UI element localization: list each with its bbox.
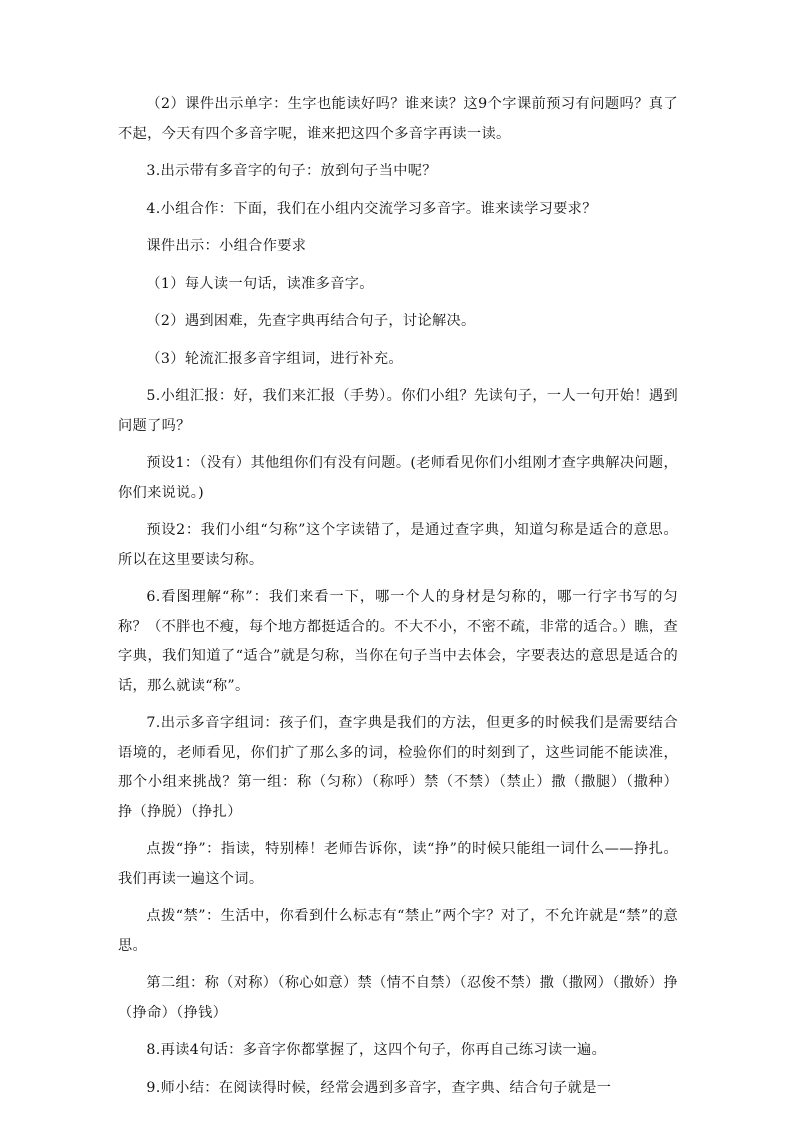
paragraph-courseware-single-chars: （2）课件出示单字：生字也能读好吗？谁来读？这9个字课前预习有问题吗？真了不起，今天有四个多音字呢，谁来把这四个多音字再读一读。 [118, 96, 678, 142]
paragraph-preset-1: 预设1：（没有）其他组你们有没有问题。(老师看见你们小组刚才查字典解决问题，你们来说说。) [118, 455, 678, 501]
paragraph-step-5: 5.小组汇报：好，我们来汇报（手势）。你们小组？先读句子，一人一句开始！遇到问题了吗？ [118, 388, 678, 434]
paragraph-requirement-1: （1）每人读一句话，读准多音字。 [146, 275, 374, 292]
paragraph-requirement-2: （2）遇到困难，先查字典再结合句子，讨论解决。 [146, 313, 476, 329]
paragraph-group-2: 第二组：称（对称）（称心如意）禁（情不自禁）（忍俊不禁）撒（撒网）（撒娇）挣（挣命）（挣钱） [118, 975, 678, 1021]
paragraph-requirement-3: （3）轮流汇报多音字组词，进行补充。 [146, 350, 403, 367]
paragraph-step-7: 7.出示多音字组词：孩子们，查字典是我们的方法，但更多的时候我们是需要结合语境的，老师看见，你们扩了那么多的词，检验你们的时刻到了，这些词能不能读准，那个小组来挑战？第一组：称（匀称）（称呼）禁（不禁）（禁止）撒（撒腿）（撒种）挣（挣脱）（挣扎） [118, 715, 678, 820]
paragraph-step-8: 8.再读4句话：多音字你都掌握了，这四个句子，你再自己练习读一遍。 [146, 1042, 607, 1058]
paragraph-step-4: 4.小组合作：下面，我们在小组内交流学习多音字。谁来读学习要求？ [146, 200, 597, 217]
paragraph-hint-zheng: 点拨“挣”：指读，特别棒！老师告诉你，读“挣”的时候只能组一词什么——挣扎。我们再读一遍这个词。 [118, 841, 678, 887]
paragraph-step-6: 6.看图理解“称”：我们来看一下，哪一个人的身材是匀称的，哪一行字书写的匀称？（不胖也不瘦，每个地方都挺适合的。不大不小，不密不疏，非常的适合。）瞧，查字典，我们知道了“适合”就是匀称，当你在句子当中去体会，字要表达的意思是适合的话，那么就读“称”。 [118, 589, 678, 694]
paragraph-step-3: 3.出示带有多音字的句子：放到句子当中呢？ [146, 163, 437, 179]
paragraph-hint-jin: 点拨“禁”：生活中，你看到什么标志有“禁止”两个字？对了，不允许就是“禁”的意思。 [118, 908, 678, 954]
paragraph-step-9: 9.师小结：在阅读得时候，经常会遇到多音字，查字典、结合句子就是一 [146, 1079, 612, 1096]
paragraph-preset-2: 预设2：我们小组“匀称”这个字读错了，是通过查字典，知道匀称是适合的意思。所以在这里要读匀称。 [118, 522, 678, 568]
paragraph-group-requirements-title: 课件出示：小组合作要求 [146, 238, 307, 254]
document-body [118, 90, 678, 1111]
